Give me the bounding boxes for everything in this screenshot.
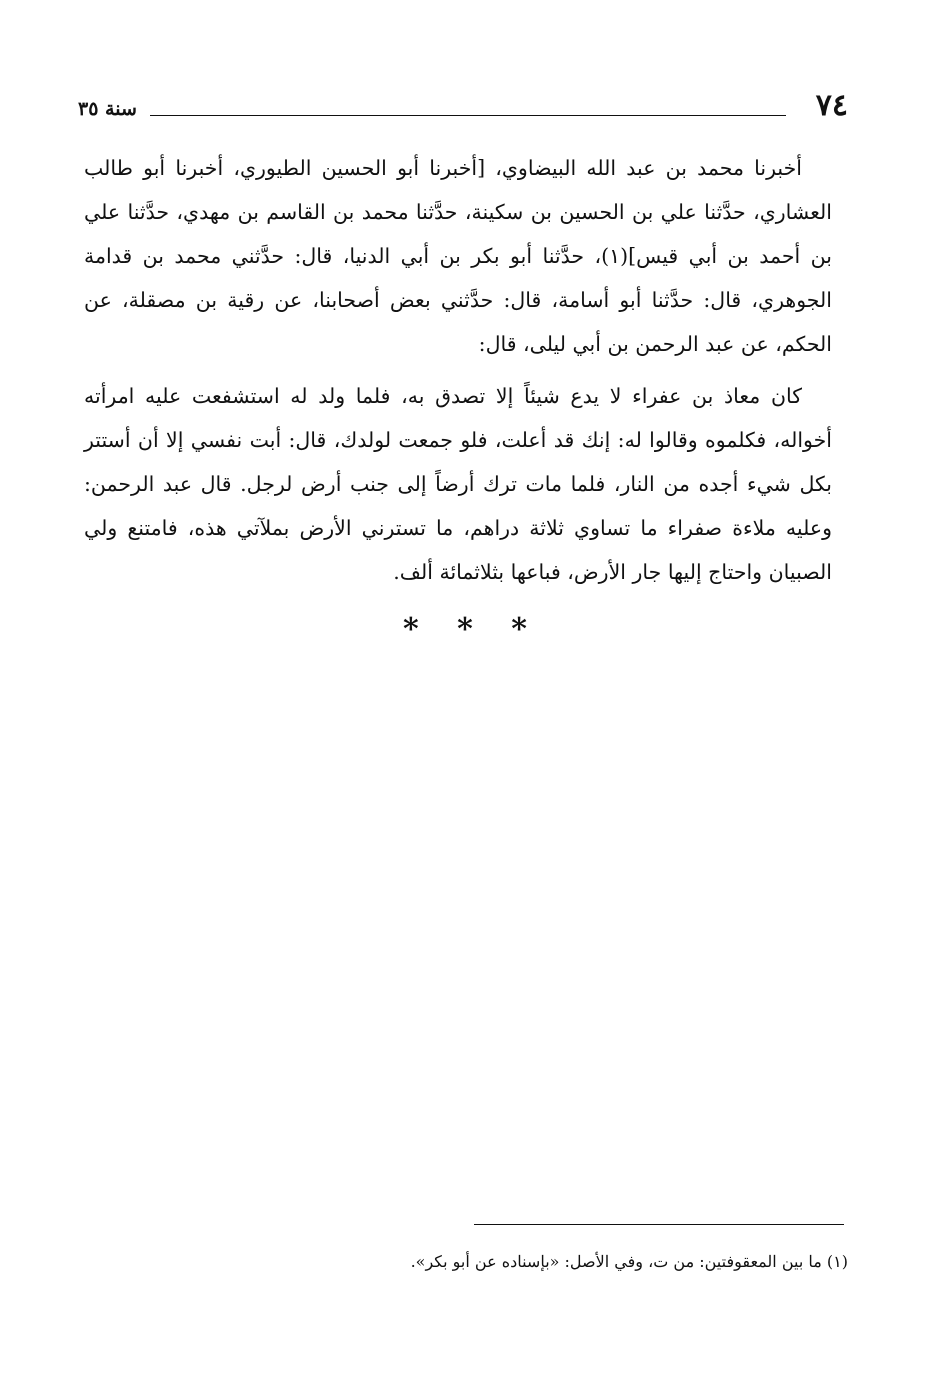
paragraph-isnad-text: أخبرنا محمد بن عبد الله البيضاوي، [أخبرنا أبو الحسين الطيوري، أخبرنا أبو طالب العشاري، حدَّثنا علي بن الحسين بن سكينة، حدَّثنا محمد بن القاسم بن مهدي، حدَّثنا علي بن أحمد بن أبي قيس](١)، حدَّثنا أبو بكر بن أبي الدنيا، قال: حدَّثني محمد بن قدامة الجوهري، قال: حدَّثنا أبو أسامة، قال: حدَّثني بعض أصحابنا، عن رقية بن مصقلة، عن الحكم، عن عبد الرحمن بن أبي ليلى، قال: <box>84 156 832 356</box>
footnote: (١) ما بين المعقوفتين: من ت، وفي الأصل: «بإسناده عن أبو بكر». <box>410 1252 848 1271</box>
main-text <box>84 146 832 594</box>
year-label: سنة ٣٥ <box>78 98 137 120</box>
footnote-rule <box>474 1224 844 1225</box>
header-rule <box>150 115 786 116</box>
paragraph-isnad <box>84 146 832 366</box>
section-separator: * * * <box>403 612 541 647</box>
paragraph-narration-text: كان معاذ بن عفراء لا يدع شيئاً إلا تصدق به، فلما ولد له استشفعت عليه امرأته أخواله، فكلموه وقالوا له: إنك قد أعلت، فلو جمعت لولدك، قال: أبت نفسي إلا أن أستتر بكل شيء أجده من النار، فلما مات ترك أرضاً إلى جنب أرض لرجل. قال عبد الرحمن: وعليه ملاءة صفراء ما تساوي ثلاثة دراهم، ما تسترني الأرض بملآتي هذه، فامتنع ولي الصبيان واحتاج إليها جار الأرض، فباعها بثلاثمائة ألف. <box>84 384 832 584</box>
paragraph-narration <box>84 374 832 594</box>
page-header <box>78 88 848 128</box>
page-number: ٧٤ <box>815 88 848 123</box>
